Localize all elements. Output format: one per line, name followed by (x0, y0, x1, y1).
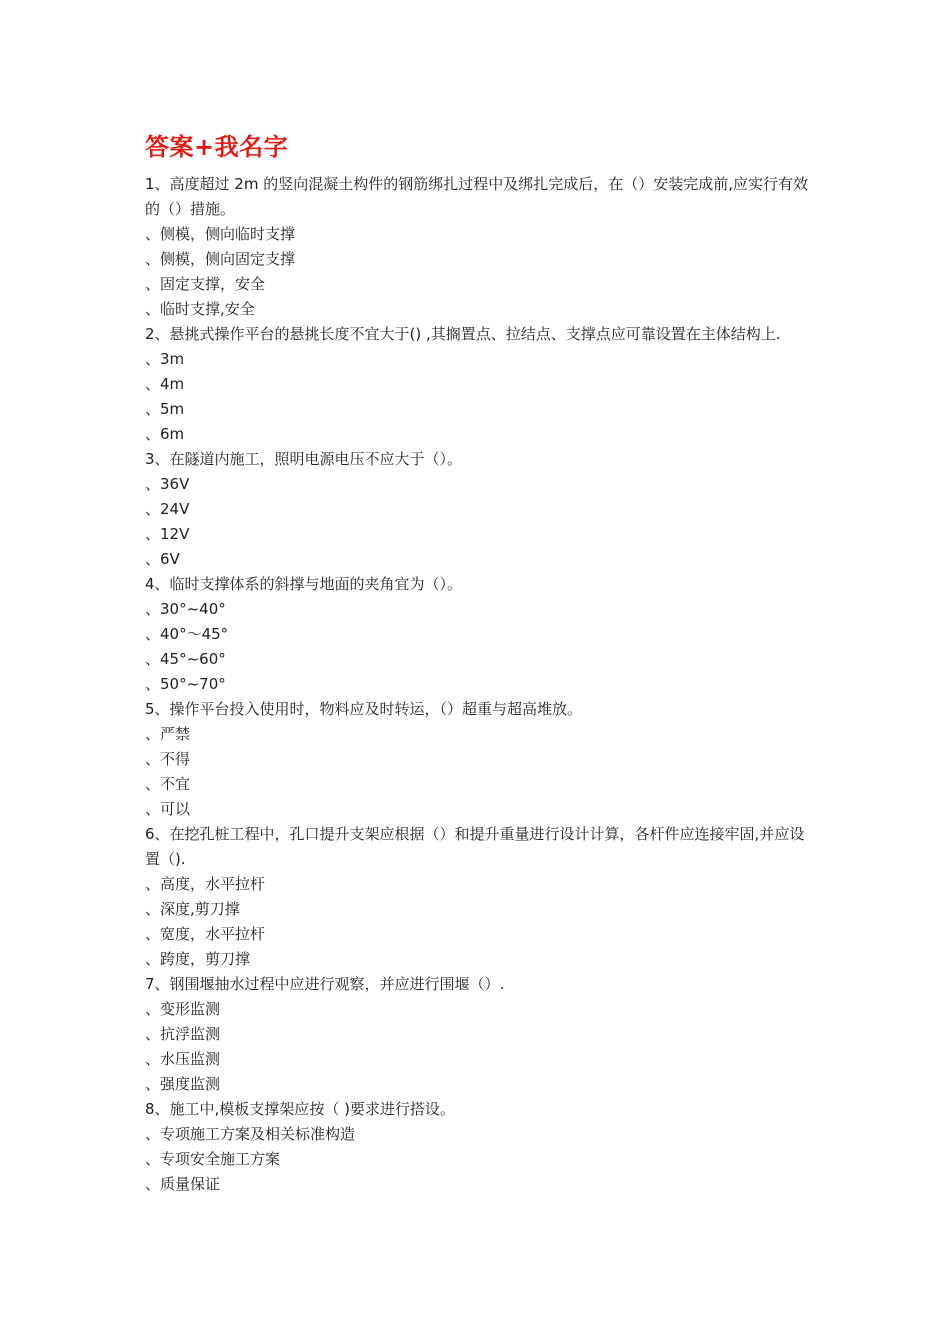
answer-option: 、跨度，剪刀撑 (145, 950, 251, 968)
answer-option: 、30°~40° (145, 600, 226, 618)
answer-option: 、36V (145, 475, 190, 493)
answer-option: 、质量保证 (145, 1175, 221, 1193)
answer-option: 、6V (145, 550, 180, 568)
question-block-8 (145, 1097, 815, 1197)
question-text: 2、悬挑式操作平台的悬挑长度不宜大于() ,其搁置点、拉结点、支撑点应可靠设置在主体结构上. (145, 325, 781, 343)
answer-option: 、侧模，侧向固定支撑 (145, 250, 296, 268)
document-title: 答案+我名字 (145, 133, 289, 161)
answer-option: 、宽度，水平拉杆 (145, 925, 266, 943)
answer-option: 、4m (145, 375, 185, 393)
question-text: 5、操作平台投入使用时，物料应及时转运，（）超重与超高堆放。 (145, 700, 583, 718)
question-block-4 (145, 572, 815, 697)
question-text: 3、在隧道内施工，照明电源电压不应大于（）。 (145, 450, 463, 468)
question-text: 8、施工中,模板支撑架应按（ )要求进行搭设。 (145, 1100, 455, 1118)
question-text: 4、临时支撑体系的斜撑与地面的夹角宜为（）。 (145, 575, 463, 593)
answer-option: 、3m (145, 350, 185, 368)
answer-option: 、24V (145, 500, 190, 518)
question-text: 1、高度超过 2m 的竖向混凝土构件的钢筋绑扎过程中及绑扎完成后，在（）安装完成前,应实行有效的（）措施。 (145, 175, 809, 218)
answer-option: 、高度，水平拉杆 (145, 875, 266, 893)
question-block-5 (145, 697, 815, 822)
answer-option: 、45°~60° (145, 650, 226, 668)
question-block-7 (145, 972, 815, 1097)
answer-option: 、变形监测 (145, 1000, 221, 1018)
answer-option: 、临时支撑,安全 (145, 300, 255, 318)
answer-option: 、50°~70° (145, 675, 226, 693)
document-content (145, 128, 815, 1197)
answer-option: 、5m (145, 400, 185, 418)
question-text: 6、在挖孔桩工程中，孔口提升支架应根据（）和提升重量进行设计计算，各杆件应连接牢固,并应设置（). (145, 825, 805, 868)
answer-option: 、不得 (145, 750, 191, 768)
answer-option: 、专项安全施工方案 (145, 1150, 281, 1168)
answer-option: 、抗浮监测 (145, 1025, 221, 1043)
answer-option: 、严禁 (145, 725, 191, 743)
answer-option: 、12V (145, 525, 190, 543)
question-text: 7、钢围堰抽水过程中应进行观察，并应进行围堰（）. (145, 975, 505, 993)
answer-option: 、6m (145, 425, 185, 443)
question-block-3 (145, 447, 815, 572)
answer-option: 、侧模，侧向临时支撑 (145, 225, 296, 243)
answer-option: 、水压监测 (145, 1050, 221, 1068)
question-block-1 (145, 172, 815, 322)
answer-option: 、专项施工方案及相关标准构造 (145, 1125, 356, 1143)
answer-option: 、40°～45° (145, 625, 229, 643)
answer-option: 、固定支撑，安全 (145, 275, 266, 293)
answer-option: 、可以 (145, 800, 191, 818)
answer-option: 、不宜 (145, 775, 191, 793)
question-block-2 (145, 322, 815, 447)
question-block-6 (145, 822, 815, 972)
answer-option: 、强度监测 (145, 1075, 221, 1093)
answer-option: 、深度,剪刀撑 (145, 900, 240, 918)
